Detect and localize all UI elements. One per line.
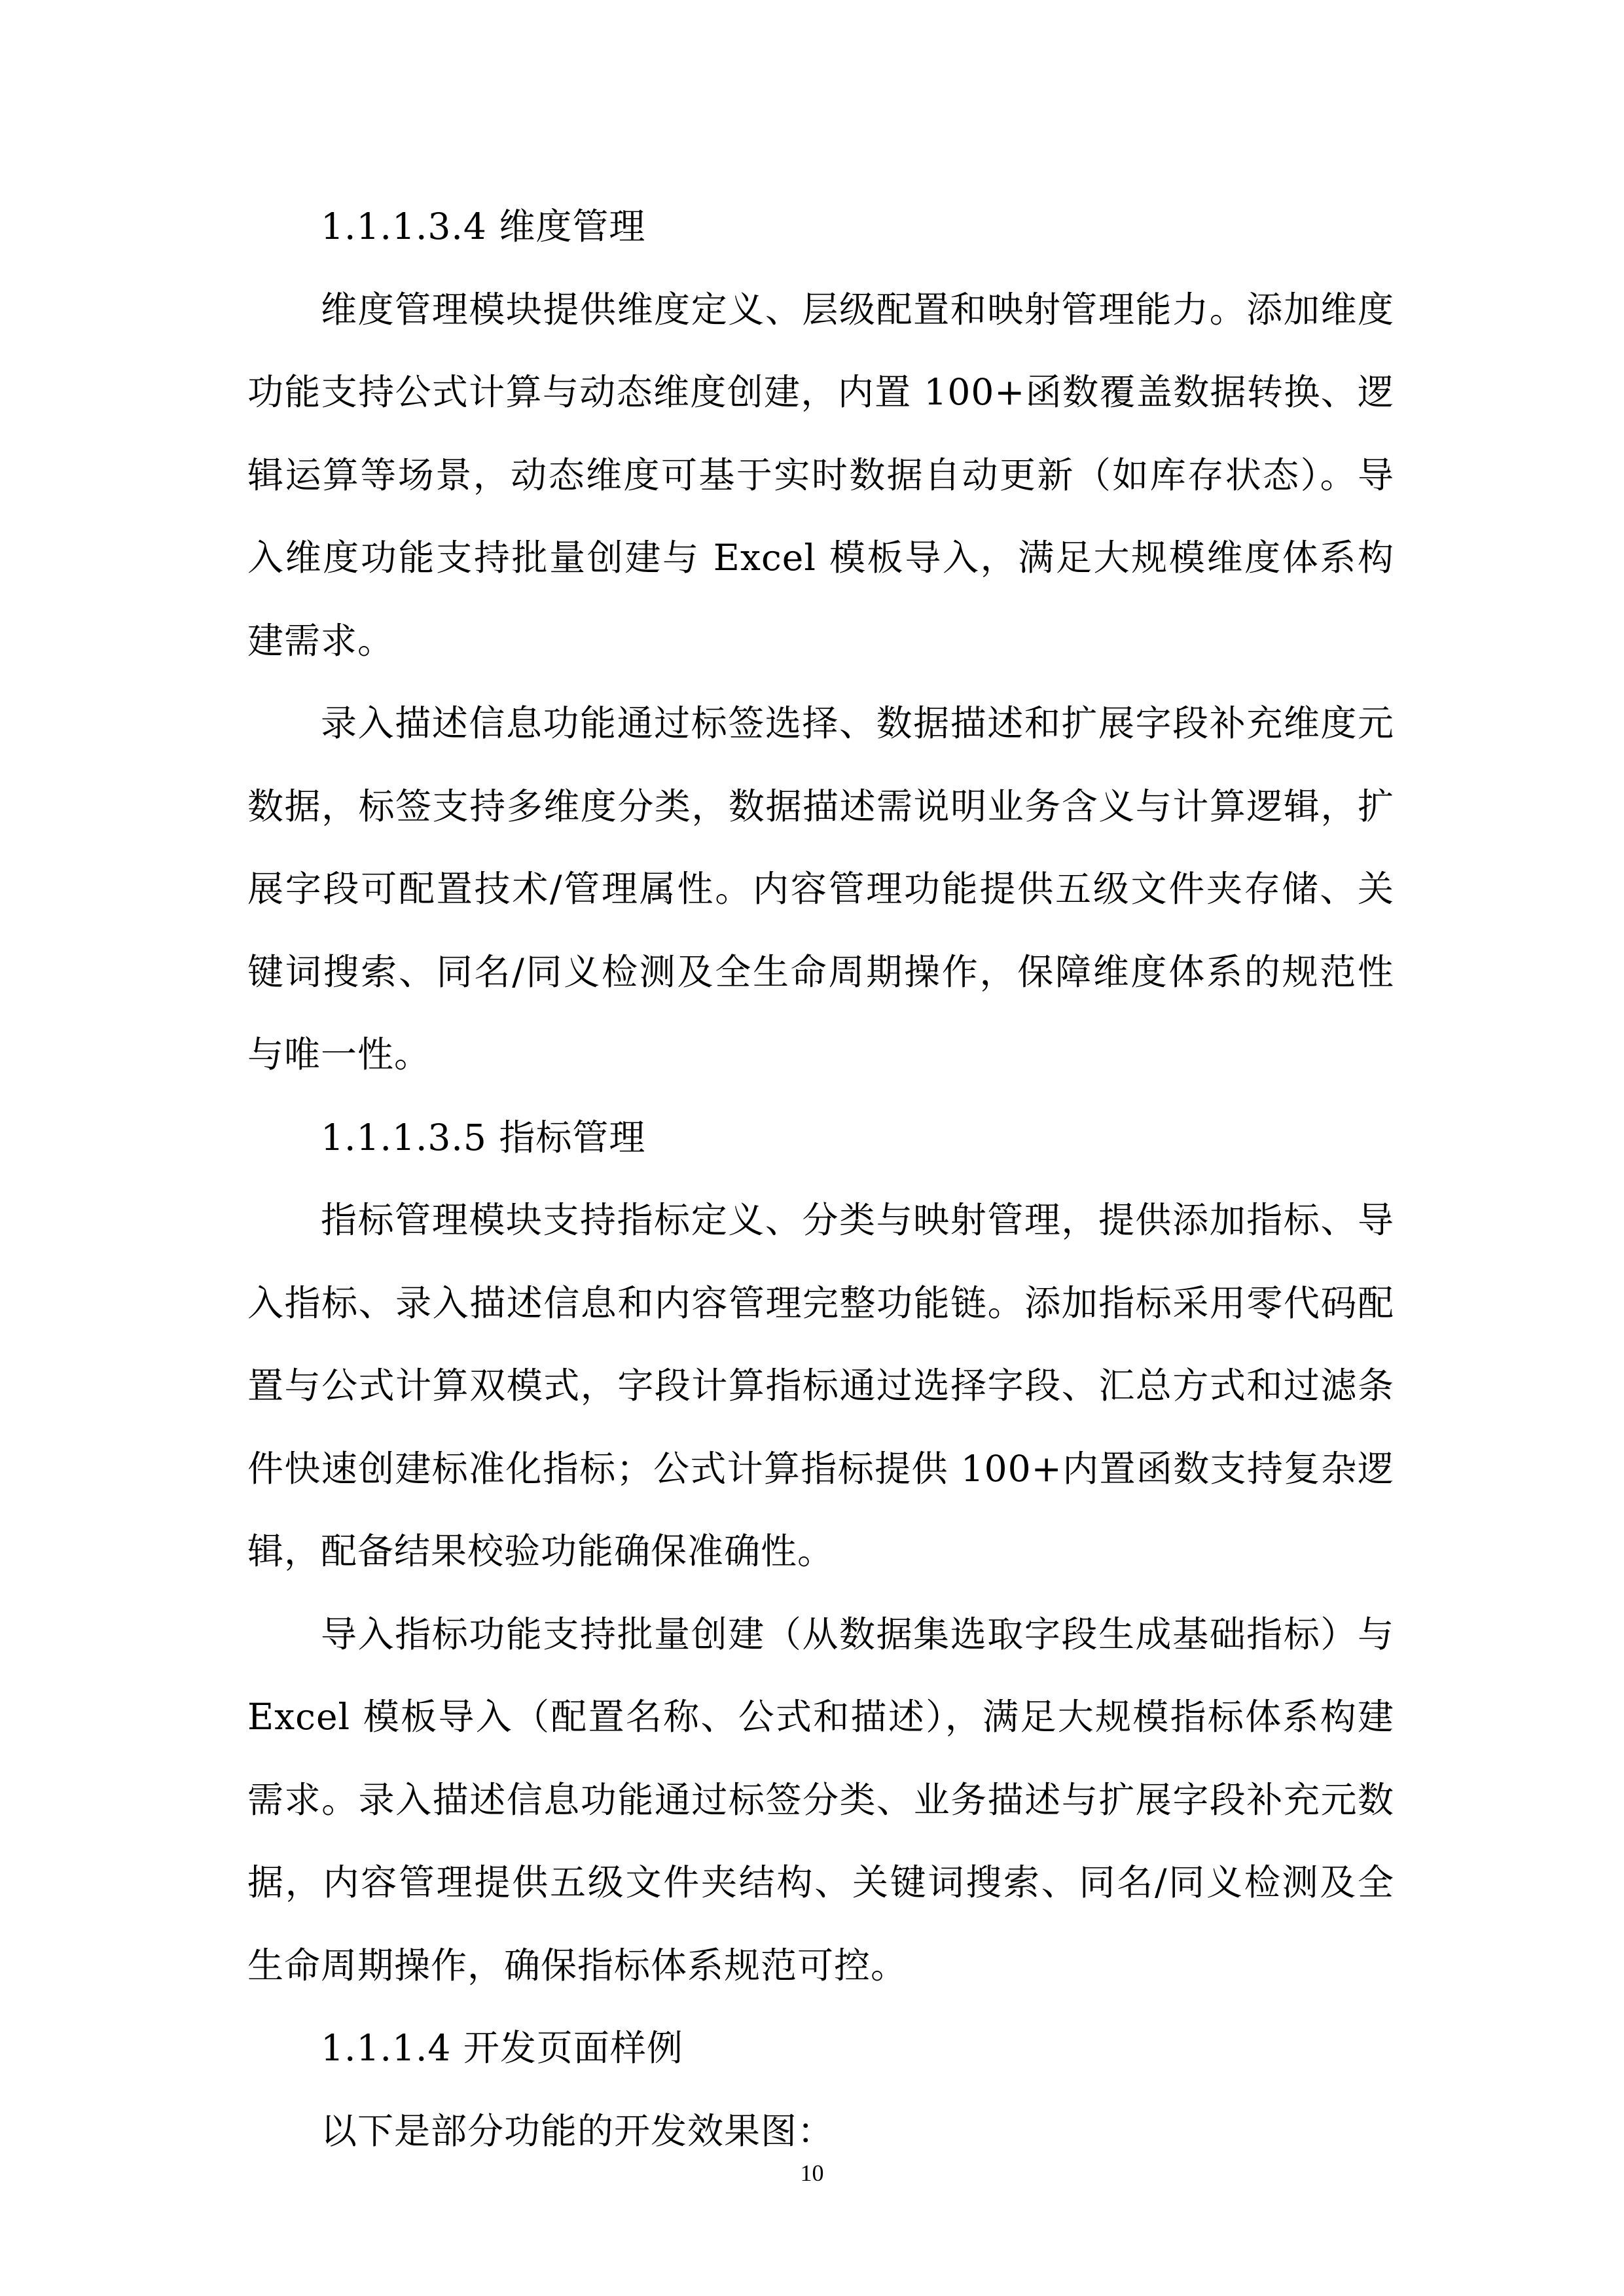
section-heading-dev-page-samples: 1.1.1.4 开发页面样例 (321, 2027, 683, 2069)
paragraph: 以下是部分功能的开发效果图： (321, 2109, 835, 2152)
paragraph: 指标管理模块支持指标定义、分类与映射管理，提供添加指标、导入指标、录入描述信息和内容管理完整功能链。添加指标采用零代码配置与公式计算双模式，字段计算指标通过选择字段、汇总方式和过滤条件快速创建标准化指标；公式计算指标提供 100+内置函数支持复杂逻辑，配备结果校验功能确保准确性。 (247, 1199, 1394, 1572)
section-heading-dimension-management: 1.1.1.3.4 维度管理 (321, 206, 646, 247)
page-number: 10 (800, 2160, 824, 2186)
paragraph: 导入指标功能支持批量创建（从数据集选取字段生成基础指标）与 Excel 模板导入（配置名称、公式和描述），满足大规模指标体系构建需求。录入描述信息功能通过标签分类、业务描述与扩展字段补充元数据，内容管理提供五级文件夹结构、关键词搜索、同名/同义检测及全生命周期操作，确保指标体系规范可控。 (247, 1613, 1394, 1986)
section-heading-metric-management: 1.1.1.3.5 指标管理 (321, 1116, 646, 1158)
paragraph: 维度管理模块提供维度定义、层级配置和映射管理能力。添加维度功能支持公式计算与动态维度创建，内置 100+函数覆盖数据转换、逻辑运算等场景，动态维度可基于实时数据自动更新（如库存状态）。导入维度功能支持批量创建与 Excel 模板导入，满足大规模维度体系构建需求。 (247, 288, 1394, 662)
page-body (247, 185, 1394, 2172)
paragraph: 录入描述信息功能通过标签选择、数据描述和扩展字段补充维度元数据，标签支持多维度分类，数据描述需说明业务含义与计算逻辑，扩展字段可配置技术/管理属性。内容管理功能提供五级文件夹存储、关键词搜索、同名/同义检测及全生命周期操作，保障维度体系的规范性与唯一性。 (247, 702, 1394, 1075)
